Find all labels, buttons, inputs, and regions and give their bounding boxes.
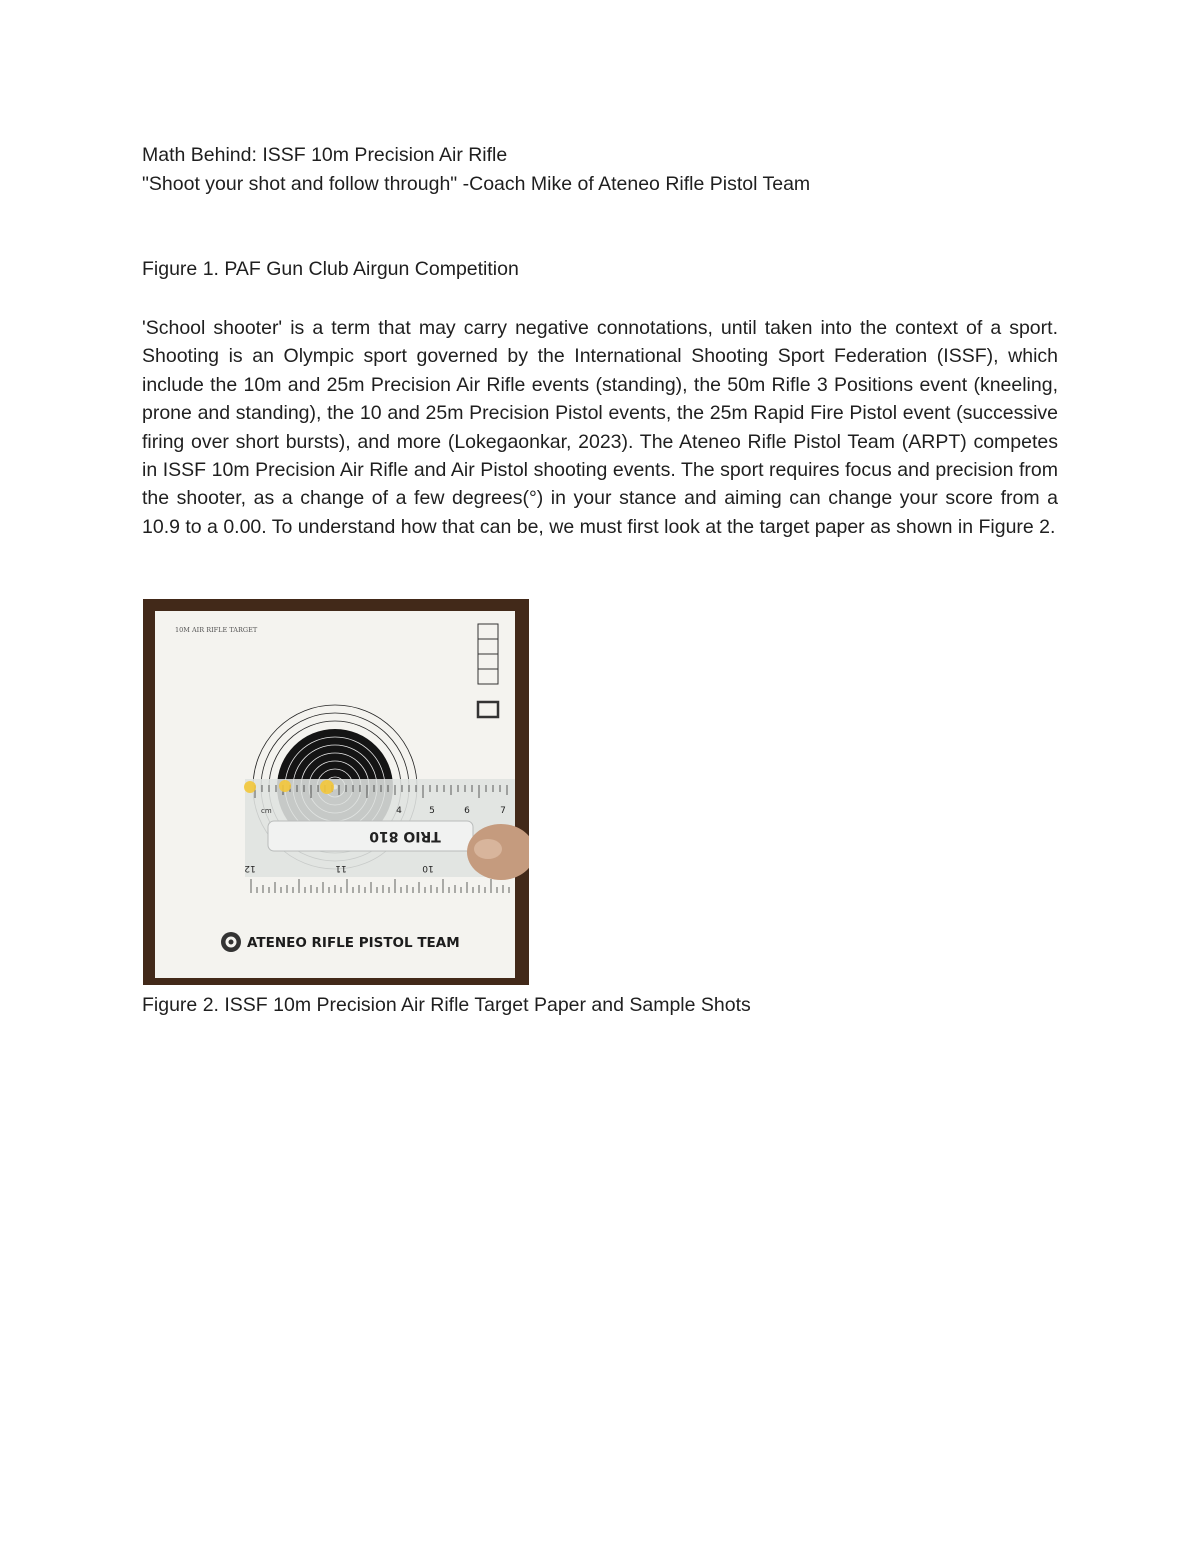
figure-2-target-photo <box>143 599 529 985</box>
shot-marker <box>279 780 291 792</box>
ruler-unit: cm <box>261 807 272 815</box>
shot-marker <box>320 780 334 794</box>
shot-marker <box>244 781 256 793</box>
target-label: 10M AIR RIFLE TARGET <box>175 626 258 634</box>
ruler-tick-label: 5 <box>429 806 435 816</box>
ruler-tick-label: 11 <box>335 863 347 873</box>
ruler-tick-label: 4 <box>396 806 402 816</box>
ruler-tick-label: 10 <box>422 863 434 873</box>
ruler-tick-label: 7 <box>500 806 506 816</box>
team-logo-icon <box>221 932 241 952</box>
ruler-tick-label: 12 <box>244 863 256 873</box>
document-title: Math Behind: ISSF 10m Precision Air Rifle <box>142 144 508 166</box>
quote-line: "Shoot your shot and follow through" -Coach Mike of Ateneo Rifle Pistol Team <box>142 173 811 195</box>
figure-1-caption: Figure 1. PAF Gun Club Airgun Competition <box>142 258 519 280</box>
body-paragraph: 'School shooter' is a term that may carry negative connotations, until taken into the context of a sport. Shooting is an Olympic sport governed by the International Shooting Sport Federation (ISSF), which include the 10m and 25m Precision Air Rifle events (standing), the 50m Rifle 3 Positions event (kneeling, prone and standing), the 10 and 25m Precision Pistol events, the 25m Rapid Fire Pistol event (successive firing over short bursts), and more (Lokegaonkar, 2023). The Ateneo Rifle Pistol Team (ARPT) competes in ISSF 10m Precision Air Rifle and Air Pistol shooting events. The sport requires focus and precision from the shooter, as a change of a few degrees(°) in your stance and aiming can change your score from a 10.9 to a 0.00. To understand how that can be, we must first look at the target paper as shown in Figure 2. <box>142 317 1058 538</box>
ruler-tick-label: 6 <box>464 806 470 816</box>
ruler-brand: TRIO 810 <box>369 828 441 844</box>
figure-2-caption: Figure 2. ISSF 10m Precision Air Rifle Target Paper and Sample Shots <box>142 994 751 1016</box>
team-name: ATENEO RIFLE PISTOL TEAM <box>247 935 460 951</box>
